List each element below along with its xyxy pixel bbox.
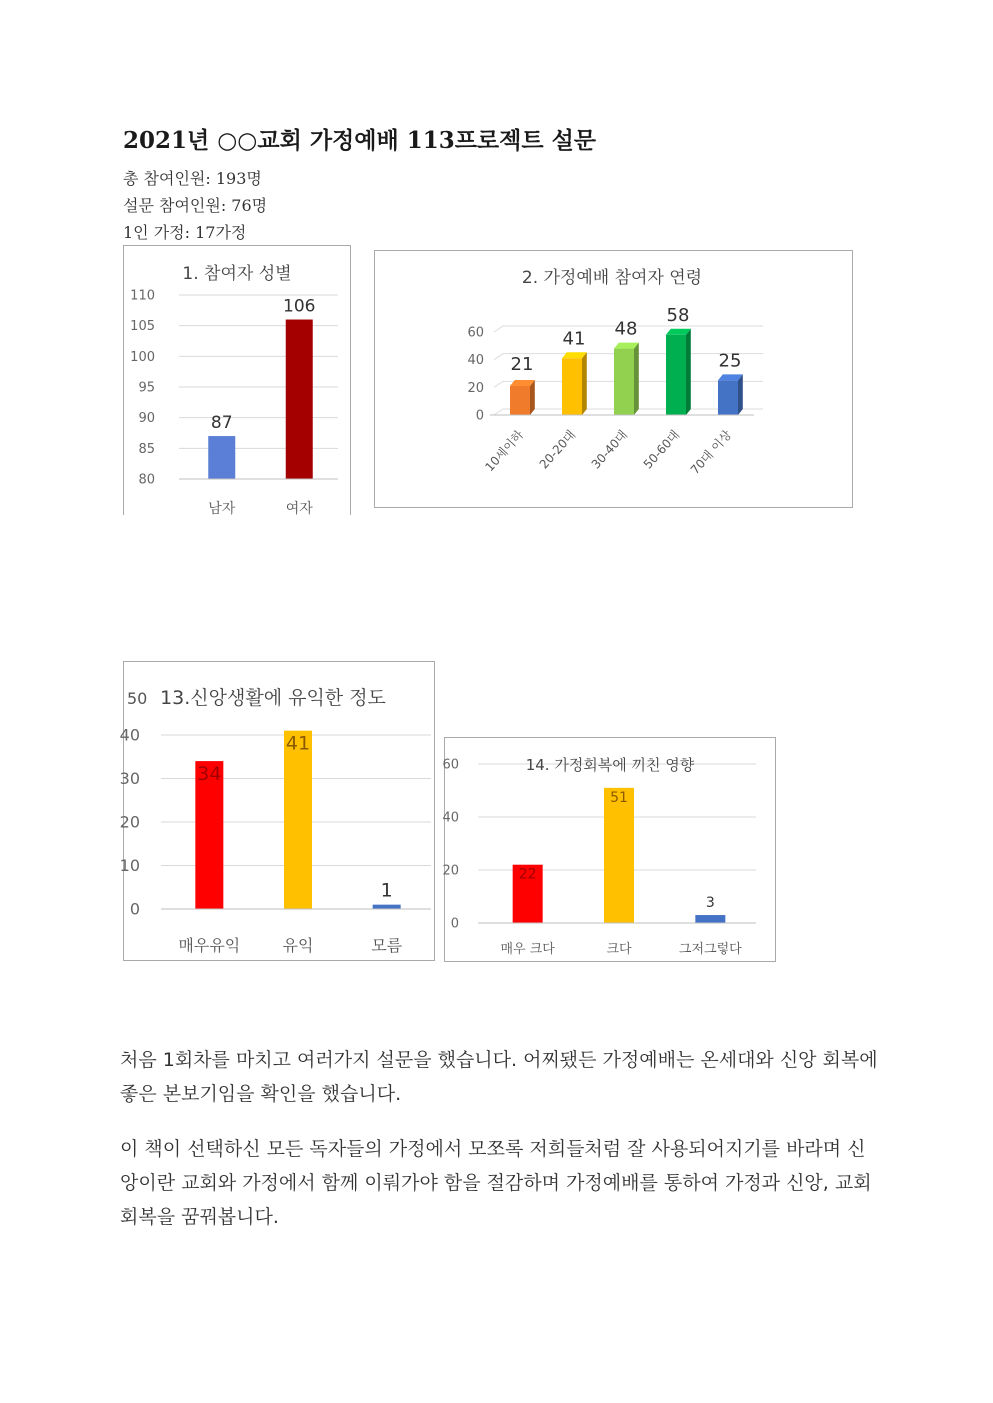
bar — [286, 320, 313, 479]
survey-participants: 설문 참여인원: 76명 — [123, 196, 268, 215]
bar — [510, 386, 530, 415]
x-tick-label: 매우 크다 — [500, 942, 555, 957]
x-tick-label: 여자 — [285, 501, 313, 517]
x-tick-label: 매우유익 — [178, 936, 241, 955]
gender-chart — [123, 245, 351, 515]
y-tick-label: 60 — [467, 325, 484, 341]
y-tick-label: 0 — [475, 408, 484, 424]
data-label: 3 — [705, 895, 715, 912]
x-tick-label: 70대 이상 — [687, 427, 735, 478]
chart-title: 2. 가정예배 참여자 연령 — [521, 268, 703, 288]
data-label: 87 — [210, 413, 233, 434]
chart-title: 13.신앙생활에 유익한 정도 — [160, 687, 386, 709]
y-tick-label: 110 — [130, 288, 155, 304]
bar — [208, 436, 235, 479]
data-label: 58 — [666, 304, 690, 326]
bar — [718, 380, 738, 415]
bar — [695, 915, 725, 923]
bar — [614, 349, 634, 415]
data-label: 41 — [562, 328, 586, 350]
data-label: 25 — [718, 350, 742, 372]
x-tick-label: 모름 — [371, 936, 403, 955]
chart-title: 1. 참여자 성별 — [182, 264, 292, 284]
bar-side — [634, 343, 639, 415]
x-tick-label: 10세이하 — [482, 427, 527, 475]
paragraph-1: 처음 1회차를 마치고 여러가지 설문을 했습니다. 어찌됐든 가정예배는 온세대와 신앙 회복에 좋은 본보기임을 확인을 했습니다. — [120, 1049, 878, 1105]
y-tick-label: 80 — [138, 472, 155, 488]
family-recovery-chart — [444, 737, 776, 962]
bar-side — [582, 352, 587, 415]
y-tick-label: 10 — [119, 856, 140, 876]
data-label: 106 — [283, 296, 316, 317]
bar-side — [738, 374, 743, 415]
x-tick-label: 30-40대 — [588, 427, 631, 472]
x-tick-label: 그저그렇다 — [678, 942, 742, 957]
y-tick-label: 30 — [119, 769, 140, 789]
chart-frame — [124, 246, 351, 516]
data-label: 1 — [380, 879, 393, 902]
bar — [666, 335, 686, 415]
x-tick-label: 50-60대 — [640, 427, 683, 472]
y-tick-label: 20 — [119, 812, 140, 832]
data-label: 21 — [510, 353, 534, 375]
document-title: 2021년 ○○교회 가정예배 113프로젝트 설문 — [123, 127, 597, 154]
paragraph-2: 이 책이 선택하신 모든 독자들의 가정에서 모쪼록 저희들처럼 잘 사용되어지기를 바라며 신앙이란 교회와 가정에서 함께 이뤄가야 함을 절감하며 가정예배를 통하여 가정과 신앙, 교회회복을 꿈꿔봅니다. — [120, 1138, 872, 1228]
data-label: 51 — [610, 789, 628, 806]
y-tick-label: 90 — [138, 411, 155, 427]
data-label: 22 — [518, 866, 537, 883]
y-tick-label: 85 — [138, 441, 155, 457]
x-tick-label: 20-20대 — [536, 427, 579, 472]
y-tick-label: 100 — [130, 349, 155, 365]
y-tick-label: 40 — [119, 725, 140, 745]
x-tick-label: 유익 — [282, 936, 314, 955]
y-tick-label: 60 — [442, 757, 459, 773]
x-tick-label: 크다 — [606, 942, 632, 957]
bar — [284, 731, 312, 909]
bar — [562, 358, 582, 415]
bar-side — [530, 380, 535, 415]
data-label: 41 — [285, 732, 311, 755]
bar-side — [686, 329, 691, 415]
chart-title-prefix: 50 — [127, 689, 148, 708]
total-participants: 총 참여인원: 193명 — [123, 169, 262, 188]
y-tick-label: 95 — [138, 380, 155, 396]
y-tick-label: 20 — [467, 380, 484, 396]
y-tick-label: 40 — [442, 810, 459, 826]
single-households: 1인 가정: 17가정 — [123, 223, 247, 242]
data-label: 48 — [614, 318, 638, 340]
y-tick-label: 20 — [442, 863, 459, 879]
y-tick-label: 0 — [450, 916, 459, 932]
bar — [604, 788, 634, 923]
chart-frame — [375, 251, 853, 508]
age-chart — [374, 250, 853, 508]
y-tick-label: 0 — [129, 899, 140, 919]
x-tick-label: 남자 — [208, 501, 236, 517]
data-label: 34 — [197, 763, 222, 786]
faith-benefit-chart — [119, 661, 435, 961]
chart-title: 14. 가정회복에 끼친 영향 — [525, 756, 695, 774]
y-tick-label: 105 — [130, 319, 155, 335]
y-tick-label: 40 — [467, 353, 484, 369]
bar — [373, 905, 401, 909]
